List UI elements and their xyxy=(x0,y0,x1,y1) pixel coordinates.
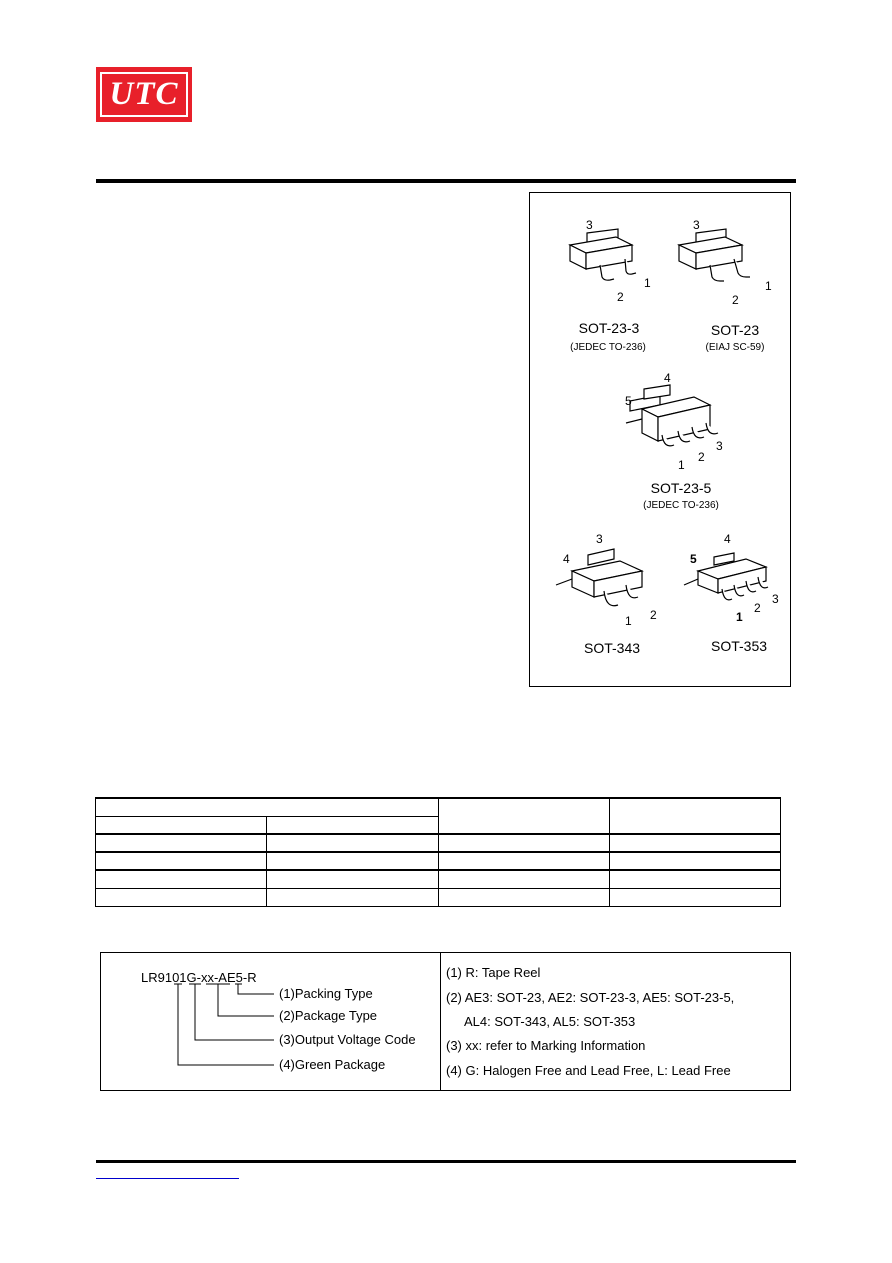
footer-rule xyxy=(96,1160,796,1163)
sot-353-name: SOT-353 xyxy=(710,638,768,654)
sot-23-5-pin-3: 3 xyxy=(716,439,723,453)
table-row xyxy=(96,888,781,906)
sot-353-pin-4: 4 xyxy=(724,532,731,546)
logo-text: UTC xyxy=(109,76,179,112)
sot-353-pin-1: 1 xyxy=(736,610,743,624)
sot-23-3-name: SOT-23-3 xyxy=(578,320,640,336)
sot-23-5-pin-2: 2 xyxy=(698,450,705,464)
sot-23-5-standard: (JEDEC TO-236) xyxy=(643,500,719,511)
package-drawings xyxy=(530,193,792,688)
sot-23-5-drawing xyxy=(626,385,718,446)
table-row xyxy=(96,870,781,888)
sot-23-pin-1: 1 xyxy=(765,279,772,293)
package-drawings-box xyxy=(529,192,791,687)
sot-343-pin-4: 4 xyxy=(563,552,570,566)
sot-343-pin-1: 1 xyxy=(625,614,632,628)
sot-23-3-standard: (JEDEC TO-236) xyxy=(570,342,646,353)
package-type-label: (2)Package Type xyxy=(279,1008,378,1023)
desc-package: (2) AE3: SOT-23, AE2: SOT-23-3, AE5: SOT-23-5, xyxy=(446,990,735,1005)
sot-23-pin-2: 2 xyxy=(732,293,739,307)
sot-23-3-pin-1: 1 xyxy=(644,276,651,290)
packing-header xyxy=(610,798,781,834)
table-row xyxy=(96,852,781,870)
sot-23-3-pin-2: 2 xyxy=(617,290,624,304)
desc-voltage-code: (3) xx: refer to Marking Information xyxy=(446,1038,646,1053)
desc-package-cont: AL4: SOT-343, AL5: SOT-353 xyxy=(464,1014,636,1029)
sot-23-5-pin-5: 5 xyxy=(625,394,632,408)
sot-23-pin-3: 3 xyxy=(693,218,700,232)
sot-23-5-pin-4: 4 xyxy=(664,371,671,385)
lead-free-header xyxy=(96,816,267,834)
part-number-box xyxy=(100,952,791,1091)
sot-23-3-pin-3: 3 xyxy=(586,218,593,232)
sot-353-pin-3: 3 xyxy=(772,592,779,606)
ordering-table xyxy=(95,797,781,907)
part-number-code: LR9101G-xx-AE5-R xyxy=(141,970,257,985)
part-number-leader-lines xyxy=(101,953,441,1090)
ordering-number-header xyxy=(96,798,439,816)
sot-353-pin-2: 2 xyxy=(754,601,761,615)
sot-23-standard: (EIAJ SC-59) xyxy=(705,342,765,353)
desc-packing: (1) R: Tape Reel xyxy=(446,965,541,980)
green-package-label: (4)Green Package xyxy=(279,1057,386,1072)
output-voltage-code-label: (3)Output Voltage Code xyxy=(279,1032,416,1047)
desc-green: (4) G: Halogen Free and Lead Free, L: Lead Free xyxy=(446,1063,731,1078)
sot-23-name: SOT-23 xyxy=(710,322,760,338)
footer-website-link[interactable] xyxy=(96,1178,239,1179)
sot-343-pin-3: 3 xyxy=(596,532,603,546)
sot-23-5-pin-1: 1 xyxy=(678,458,685,472)
sot-23-3-drawing xyxy=(570,229,636,280)
utc-logo xyxy=(96,67,192,122)
sot-353-pin-5: 5 xyxy=(690,552,697,566)
sot-23-5-name: SOT-23-5 xyxy=(650,480,712,496)
sot-23-drawing xyxy=(679,229,750,281)
table-row xyxy=(96,834,781,852)
package-header xyxy=(439,798,610,834)
sot-343-pin-2: 2 xyxy=(650,608,657,622)
header-rule xyxy=(96,179,796,183)
sot-343-name: SOT-343 xyxy=(583,640,641,656)
packing-type-label: (1)Packing Type xyxy=(279,986,373,1001)
halogen-free-header xyxy=(267,816,439,834)
